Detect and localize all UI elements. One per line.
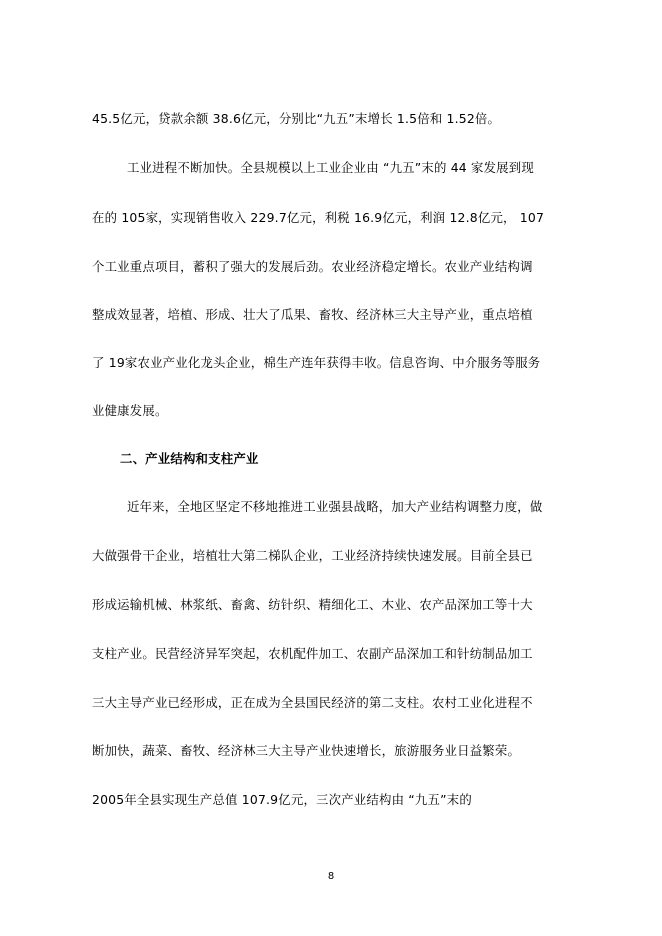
body-text-line: 支柱产业。民营经济异军突起，农机配件加工、农副产品深加工和针纺制品加工 (92, 646, 533, 661)
paragraph-first-line: 工业进程不断加快。全县规模以上工业企业由 “九五”末的 44 家发展到现 (127, 160, 534, 175)
body-text-line: 个工业重点项目，蓄积了强大的发展后劲。农业经济稳定增长。农业产业结构调 (92, 259, 533, 274)
body-text-line: 三大主导产业已经形成，正在成为全县国民经济的第二支柱。农村工业化进程不 (92, 695, 533, 710)
section-heading: 二、产业结构和支柱产业 (120, 451, 259, 466)
body-text-line: 45.5亿元，贷款余额 38.6亿元，分别比“九五”末增长 1.5倍和 1.52倍。 (92, 111, 501, 126)
paragraph-first-line: 近年来，全地区坚定不移地推进工业强县战略，加大产业结构调整力度，做 (127, 499, 543, 514)
body-text-line: 业健康发展。 (92, 403, 168, 418)
page-number: 8 (327, 871, 335, 882)
body-text-line: 在的 105家，实现销售收入 229.7亿元，利税 16.9亿元，利润 12.8亿元， 107 (92, 210, 545, 225)
body-text-line: 2005年全县实现生产总值 107.9亿元，三次产业结构由 “九五”末的 (92, 792, 472, 807)
body-text-line: 形成运输机械、林浆纸、畜禽、纺针织、精细化工、木业、农产品深加工等十大 (92, 597, 533, 612)
body-text-line: 断加快，蔬菜、畜牧、经济林三大主导产业快速增长，旅游服务业日益繁荣。 (92, 743, 521, 758)
body-text-line: 整成效显著，培植、形成、壮大了瓜果、畜牧、经济林三大主导产业，重点培植 (92, 307, 533, 322)
body-text-line: 了 19家农业产业化龙头企业，棉生产连年获得丰收。信息咨询、中介服务等服务 (92, 355, 541, 370)
body-text-line: 大做强骨干企业，培植壮大第二梯队企业，工业经济持续快速发展。目前全县已 (92, 548, 533, 563)
